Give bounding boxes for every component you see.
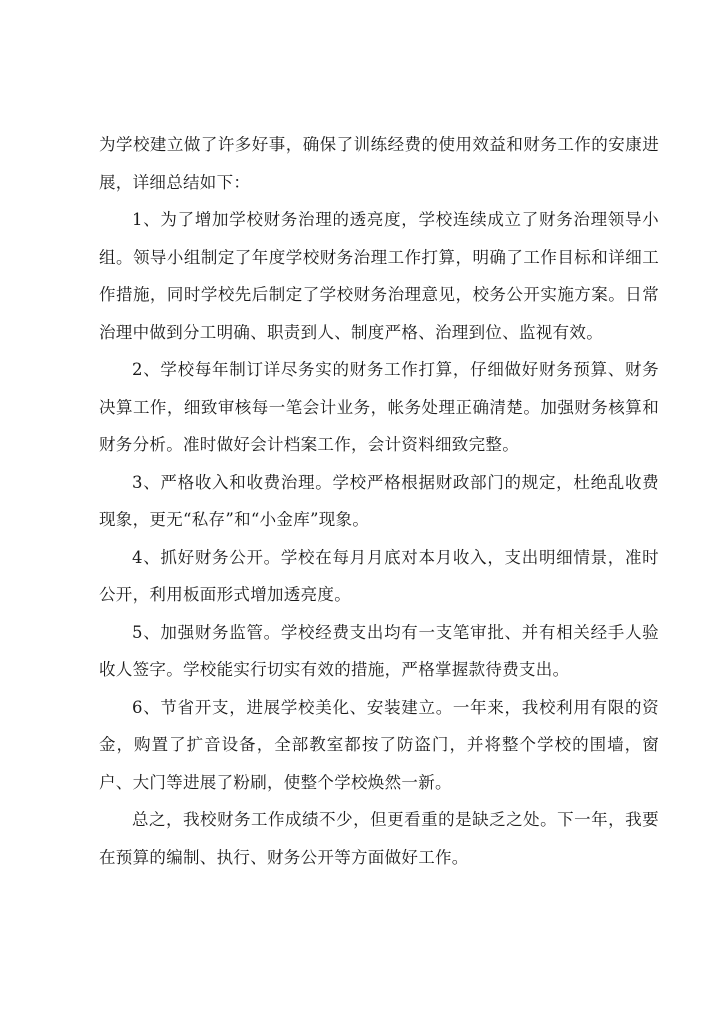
paragraph-conclusion: 总之，我校财务工作成绩不少，但更看重的是缺乏之处。下一年，我要在预算的编制、执行、财务公开等方面做好工作。 xyxy=(99,810,659,867)
paragraph-item-2: 2、学校每年制订详尽务实的财务工作打算，仔细做好财务预算、财务决算工作，细致审核每一笔会计业务，帐务处理正确清楚。加强财务核算和财务分析。准时做好会计档案工作，会计资料细致完整。 xyxy=(99,360,659,454)
paragraph-intro: 为学校建立做了许多好事，确保了训练经费的使用效益和财务工作的安康进展，详细总结如下： xyxy=(99,135,659,192)
paragraph-item-4: 4、抓好财务公开。学校在每月月底对本月收入，支出明细情景，准时公开，利用板面形式增加透亮度。 xyxy=(99,547,659,604)
paragraph-item-1: 1、为了增加学校财务治理的透亮度，学校连续成立了财务治理领导小组。领导小组制定了年度学校财务治理工作打算，明确了工作目标和详细工作措施，同时学校先后制定了学校财务治理意见，校务公开实施方案。日常治理中做到分工明确、职责到人、制度严格、治理到位、监视有效。 xyxy=(99,210,659,342)
paragraph-item-5: 5、加强财务监管。学校经费支出均有一支笔审批、并有相关经手人验收人签字。学校能实行切实有效的措施，严格掌握款待费支出。 xyxy=(99,622,659,679)
paragraph-item-3: 3、严格收入和收费治理。学校严格根据财政部门的规定，杜绝乱收费现象，更无“私存”和“小金库”现象。 xyxy=(99,472,659,529)
document-body xyxy=(99,126,659,876)
paragraph-item-6: 6、节省开支，进展学校美化、安装建立。一年来，我校利用有限的资金，购置了扩音设备，全部教室都按了防盗门，并将整个学校的围墙，窗户、大门等进展了粉刷，使整个学校焕然一新。 xyxy=(99,697,659,792)
